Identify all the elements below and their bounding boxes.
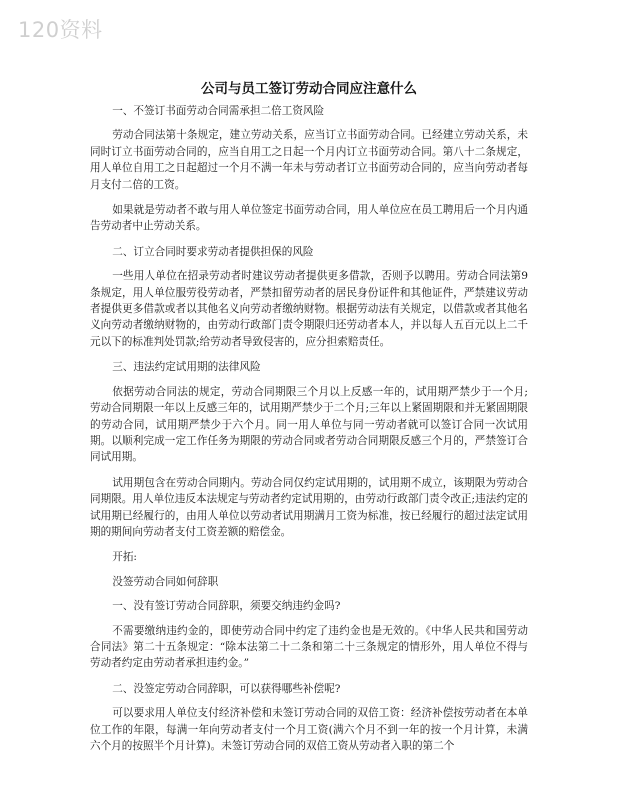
section-heading: 二、订立合同时要求劳动者提供担保的风险 (112, 245, 314, 258)
paragraph: 可以要求用人单位支付经济补偿和未签订劳动合同的双倍工资：经济补偿按劳动者在本单位工作的年限，每满一年向劳动者支付一个月工资(满六个月不到一年的按一个月计算，未满六个月的按照半个月计算)。未签订劳动合同的双倍工资从劳动者入职的第二个 (90, 707, 528, 752)
watermark: 120资料 (18, 18, 103, 42)
paragraph: 一些用人单位在招录劳动者时建议劳动者提供更多借款，否则予以聘用。劳动合同法第9条规定，用人单位服劳役劳动者，严禁扣留劳动者的居民身份证件和其他证件，严禁建议劳动者提供更多借款或者以其他名义向劳动者缴纳财物。根据劳动法有关规定，以借款或者其他名义向劳动者缴纳财物的，由劳动行政部门责令期限归还劳动者本人，并以每人五百元以上二千元以下的标准判处罚款;给劳动者导致侵害的，应分担索赔责任。 (90, 270, 528, 348)
section-heading: 一、没有签订劳动合同辞职，须要交纳违约金吗? (112, 600, 341, 613)
document-body (90, 103, 528, 763)
paragraph: 试用期包含在劳动合同期内。劳动合同仅约定试用期的，试用期不成立，该期限为劳动合同期限。用人单位违反本法规定与劳动者约定试用期的，由劳动行政部门责令改正;违法约定的试用期已经履行的，由用人单位以劳动者试用期满月工资为标准，按已经履行的超过法定试用期的期间向劳动者支付工资差额的赔偿金。 (90, 476, 528, 538)
document-title: 公司与员工签订劳动合同应注意什么 (201, 81, 417, 97)
section-heading: 开拓: (112, 551, 138, 564)
section-heading: 二、没签定劳动合同辞职，可以获得哪些补偿呢? (112, 682, 341, 695)
section-heading: 三、违法约定试用期的法律风险 (112, 361, 261, 374)
paragraph: 劳动合同法第十条规定，建立劳动关系，应当订立书面劳动合同。已经建立劳动关系，未同时订立书面劳动合同的，应当自用工之日起一个月内订立书面劳动合同。第八十二条规定，用人单位自用工之日起超过一个月不满一年未与劳动者订立书面劳动合同的，应当向劳动者每月支付二倍的工资。 (90, 129, 528, 191)
section-heading: 没签劳动合同如何辞职 (112, 575, 219, 588)
paragraph: 不需要缴纳违约金的，即使劳动合同中约定了违约金也是无效的。《中华人民共和国劳动合同法》第二十五条规定：“除本法第二十二条和第二十三条规定的情形外，用人单位不得与劳动者约定由劳动者承担违约金。” (90, 624, 528, 670)
paragraph: 依据劳动合同法的规定，劳动合同期限三个月以上反感一年的，试用期严禁少于一个月;劳动合同期限一年以上反感三年的，试用期严禁少于二个月;三年以上紧固期限和并无紧固期限的劳动合同，试用期严禁少于六个月。同一用人单位与同一劳动者就可以签订合同一次试用期。以顺利完成一定工作任务为期限的劳动合同或者劳动合同期限反感三个月的，严禁签订合同试用期。 (90, 385, 528, 464)
section-heading: 一、不签订书面劳动合同需承担二倍工资风险 (112, 105, 325, 117)
paragraph: 如果就是劳动者不敢与用人单位签定书面劳动合同，用人单位应在员工聘用后一个月内通告劳动者中止劳动关系。 (90, 204, 528, 233)
